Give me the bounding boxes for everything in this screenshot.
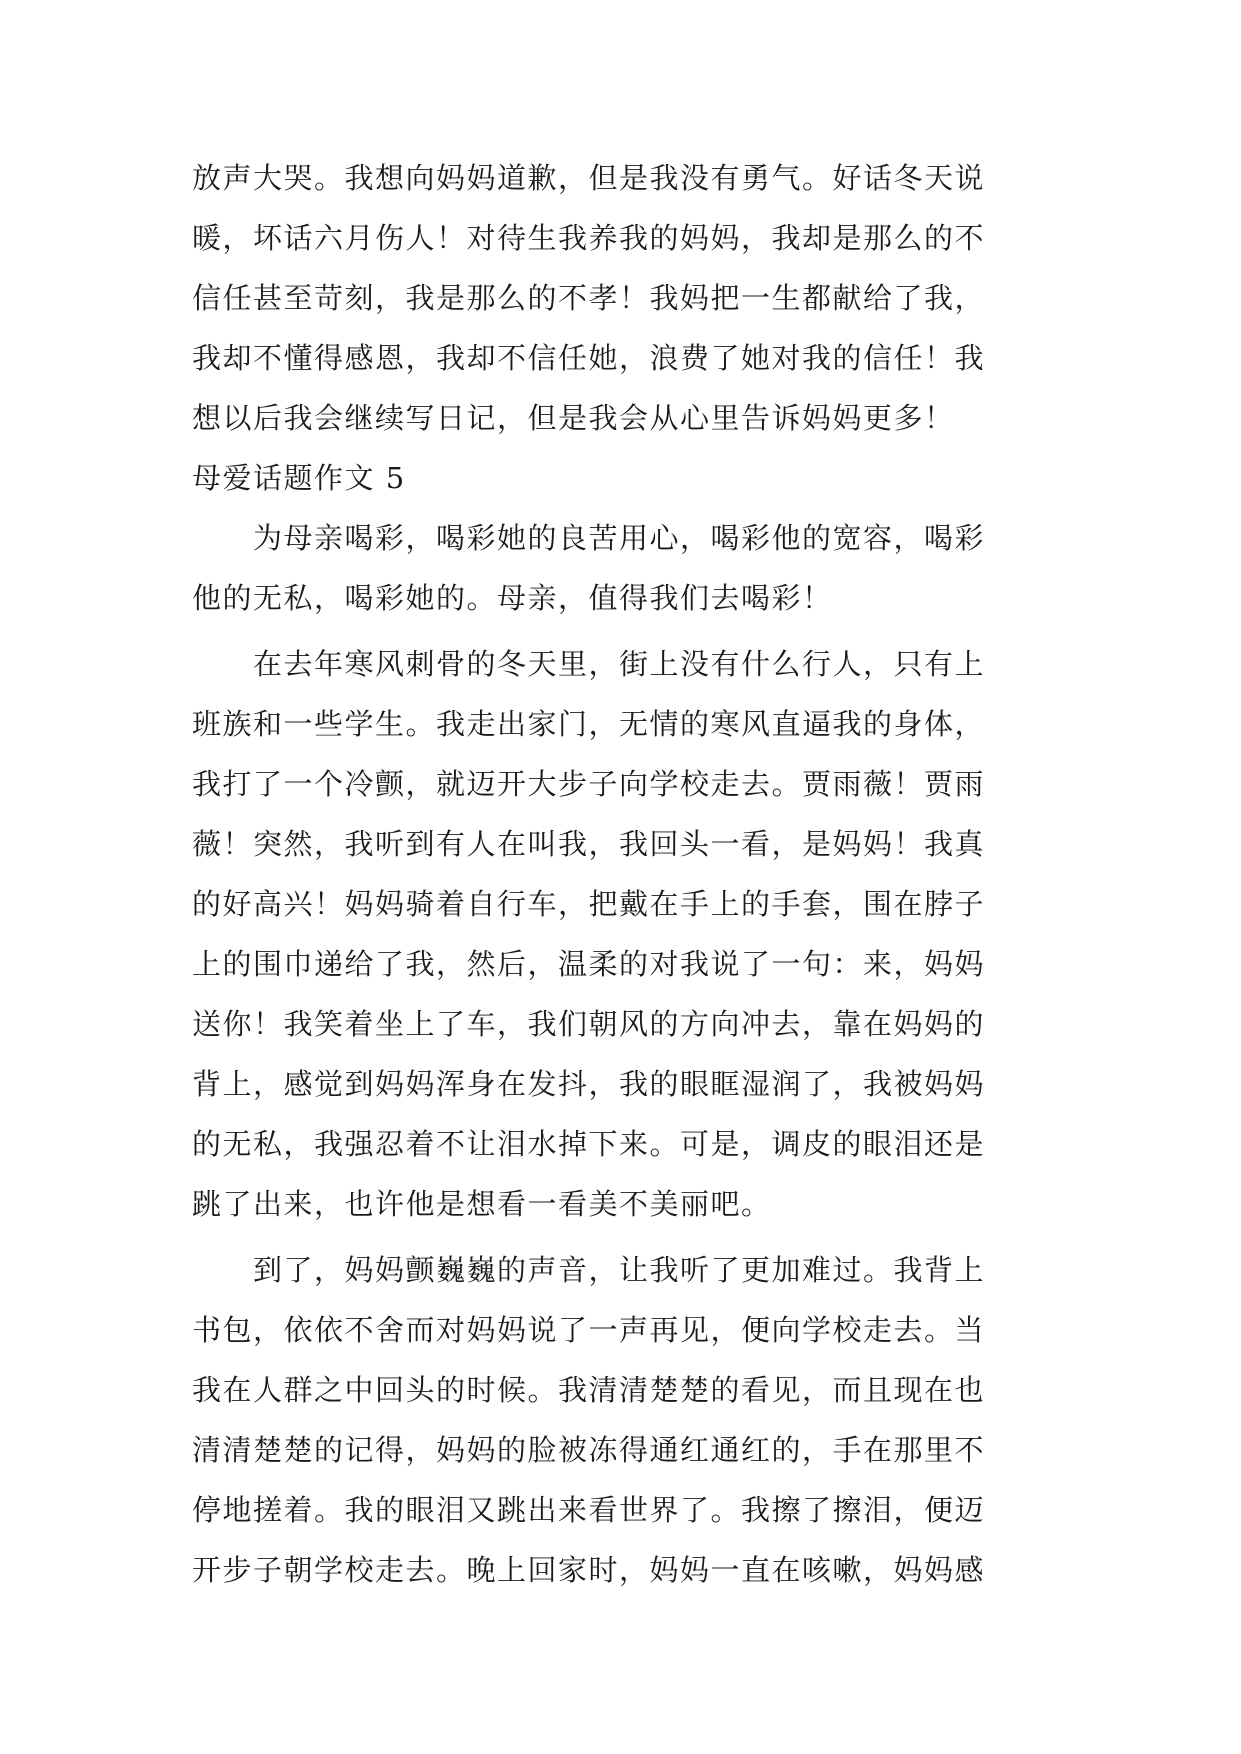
text-line: 在去年寒风刺骨的冬天里，街上没有什么行人，只有上 [192,647,986,681]
text-line: 班族和一些学生。我走出家门，无情的寒风直逼我的身体， [192,707,986,741]
paragraph [192,1240,1052,1600]
text-line: 书包，依依不舍而对妈妈说了一声再见，便向学校走去。当 [192,1313,986,1347]
paragraph-continued [192,148,1052,448]
text-line: 停地搓着。我的眼泪又跳出来看世界了。我擦了擦泪，便迈 [192,1493,986,1527]
text-line: 的无私，我强忍着不让泪水掉下来。可是，调皮的眼泪还是 [192,1127,986,1161]
text-line: 我在人群之中回头的时候。我清清楚楚的看见，而且现在也 [192,1373,986,1407]
text-line: 他的无私，喝彩她的。母亲，值得我们去喝彩！ [192,581,833,615]
paragraph [192,508,1052,628]
section-heading: 母爱话题作文 5 [192,461,406,495]
text-line: 送你！我笑着坐上了车，我们朝风的方向冲去，靠在妈妈的 [192,1007,986,1041]
text-line: 到了，妈妈颤巍巍的声音，让我听了更加难过。我背上 [192,1253,986,1287]
text-line: 开步子朝学校走去。晚上回家时，妈妈一直在咳嗽，妈妈感 [192,1553,986,1587]
text-line: 放声大哭。我想向妈妈道歉，但是我没有勇气。好话冬天说 [192,161,986,195]
text-line: 的好高兴！妈妈骑着自行车，把戴在手上的手套，围在脖子 [192,887,986,921]
text-line: 薇！突然，我听到有人在叫我，我回头一看，是妈妈！我真 [192,827,986,861]
text-line: 想以后我会继续写日记，但是我会从心里告诉妈妈更多！ [192,401,955,435]
text-line: 暖，坏话六月伤人！对待生我养我的妈妈，我却是那么的不 [192,221,986,255]
paragraph [192,634,1052,1234]
text-line: 为母亲喝彩，喝彩她的良苦用心，喝彩他的宽容，喝彩 [192,521,986,555]
text-line: 背上，感觉到妈妈浑身在发抖，我的眼眶湿润了，我被妈妈 [192,1067,986,1101]
text-line: 上的围巾递给了我，然后，温柔的对我说了一句：来，妈妈 [192,947,986,981]
text-line: 我却不懂得感恩，我却不信任她，浪费了她对我的信任！我 [192,341,986,375]
text-line: 信任甚至苛刻，我是那么的不孝！我妈把一生都献给了我， [192,281,986,315]
document-page [192,148,1052,1600]
text-line: 我打了一个冷颤，就迈开大步子向学校走去。贾雨薇！贾雨 [192,767,986,801]
text-line: 清清楚楚的记得，妈妈的脸被冻得通红通红的，手在那里不 [192,1433,986,1467]
text-line: 跳了出来，也许他是想看一看美不美丽吧。 [192,1187,772,1221]
